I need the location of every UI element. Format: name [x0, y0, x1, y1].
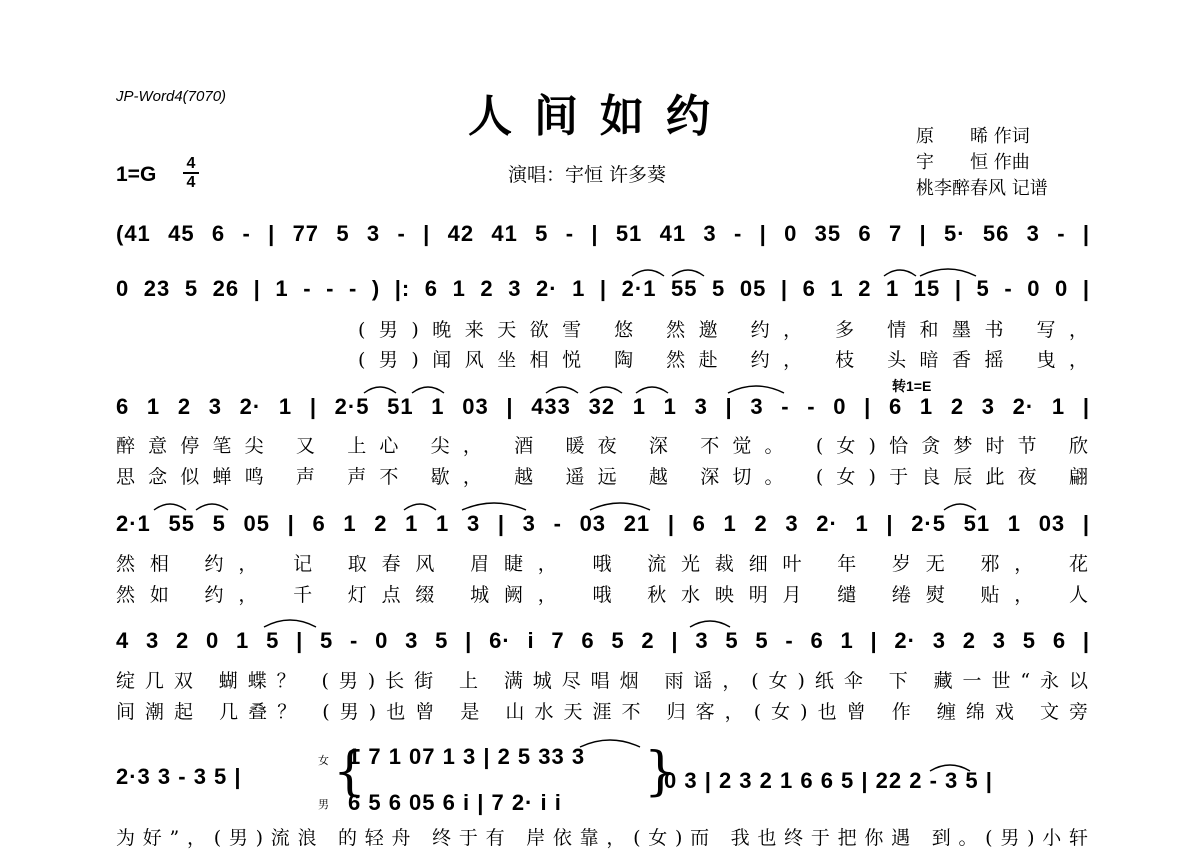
voice-brace-right: } [644, 742, 678, 802]
lyric-line-3: 醉意停笔尖 又 上心 尖， 酒 暖夜 深 不觉。 (女)恰贪梦时节 欣 [116, 435, 1090, 457]
staff-notes: 6 5 6 05 6 i | 7 2· i i [348, 790, 562, 815]
song-title: 人间如约 [468, 91, 732, 142]
time-signature-top: 4 [186, 155, 196, 172]
key-signature: 1=G [116, 163, 157, 186]
staff-notes: 1 7 1 07 1 3 | 2 5 33 3 [348, 744, 586, 769]
source-label: JP-Word4(7070) [116, 88, 227, 105]
voice-male-label: 男 [318, 798, 329, 811]
lyric-line-9: 为好”，(男)流浪 的轻舟 终于有 岸依靠，(女)而 我也终于把你遇 到。(男)小轩 [116, 827, 1090, 849]
staff-notes: 0 23 5 26 | 1 - - - ) |: 6 1 2 3 2· 1 | 2·1 55 5 05 | 6 1 2 1 15 | 5 - 0 0 | [116, 276, 1090, 301]
lyric-line-4: 思念似蝉鸣 声 声不 歇， 越 遥远 越 深切。 (女)于良辰此夜 翩 [116, 466, 1090, 488]
time-signature-bottom: 4 [186, 174, 196, 191]
lyric-line-8: 间潮起 几叠？ (男)也曾 是 山水天涯不 归客，(女)也曾 作 缠绵戏 文旁 [116, 701, 1090, 723]
lyric-line-7: 绽几双 蝴蝶？ (男)长街 上 满城尽唱烟 雨谣，(女)纸伞 下 藏一世“永以 [116, 670, 1090, 692]
lyric-line-5: 然相 约， 记 取春风 眉睫， 哦 流光裁细叶 年 岁无 邪， 花 [116, 553, 1090, 575]
modulation-mark: 转1=E [892, 378, 932, 394]
singers-label: 演唱：宇恒 许多葵 [508, 164, 667, 186]
voice-brace-left: { [333, 742, 367, 802]
staff-notes: 2·1 55 5 05 | 6 1 2 1 1 3 | 3 - 03 21 | 6 1 2 3 2· 1 | 2·5 51 1 03 | [116, 511, 1090, 536]
staff-notes: 4 3 2 0 1 5 | 5 - 0 3 5 | 6· i 7 6 5 2 | 3 5 5 - 6 1 | 2· 3 2 3 5 6 | [116, 628, 1090, 653]
lyric-line-6: 然如 约， 千 灯点缀 城阙， 哦 秋水映明月 缱 绻熨 贴， 人 [116, 584, 1090, 606]
lyric-line-2: (男)闻风坐相悦 陶 然赴 约， 枝 头暗香摇 曳， [358, 349, 1090, 371]
transcriber-credit: 桃李醉春风 记谱 [916, 178, 1048, 199]
staff-notes: 2·3 3 - 3 5 | [116, 764, 242, 789]
lyricist-credit: 原 晞 作词 [916, 126, 1030, 147]
staff-notes: 0 3 | 2 3 2 1 6 6 5 | 22 2 - 3 5 | [664, 768, 993, 793]
lyric-line-1: (男)晚来天欲雪 悠 然邀 约， 多 情和墨书 写， [358, 319, 1090, 341]
voice-female-label: 女 [318, 754, 329, 767]
staff-notes: (41 45 6 - | 77 5 3 - | 42 41 5 - | 51 41 3 - | 0 35 6 7 | 5· 56 3 - | [116, 221, 1090, 246]
composer-credit: 宇 恒 作曲 [916, 152, 1030, 173]
staff-notes: 6 1 2 3 2· 1 | 2·5 51 1 03 | 433 32 1 1 3 | 3 - - 0 | 6 1 2 3 2· 1 | [116, 394, 1090, 419]
